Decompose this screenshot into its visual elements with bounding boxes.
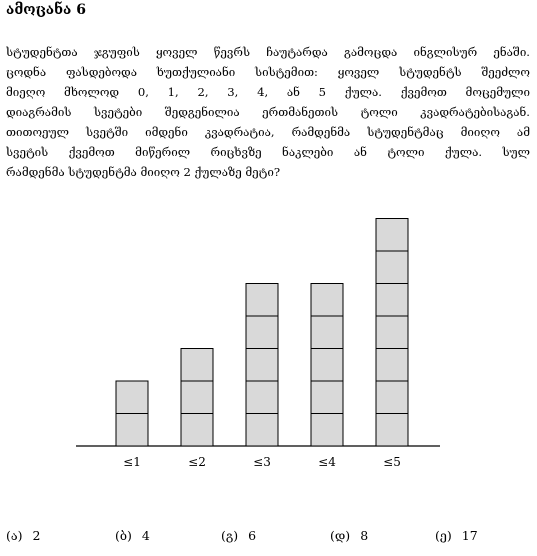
- problem-line-4: დიაგრამის სვეტები შედგენილია ერთმანეთის ტოლი კვადრატებისაგან.: [6, 105, 530, 119]
- bar-3-square-4: [246, 316, 278, 349]
- bar-1: [116, 381, 148, 446]
- bar-3-square-1: [246, 414, 278, 447]
- x-tick-label-2: ≤2: [188, 455, 206, 469]
- answer-option-c-value: 6: [248, 528, 257, 543]
- bar-5-square-1: [376, 414, 408, 447]
- answer-option-e-value: 17: [461, 528, 478, 543]
- answer-option-a[interactable]: [6, 528, 40, 543]
- problem-line-3: მიეღო მხოლოდ 0, 1, 2, 3, 4, ან 5 ქულა. ქვემოთ მოცემული: [6, 85, 530, 99]
- problem-title: ამოცანა 6: [6, 2, 86, 18]
- bar-3-square-3: [246, 349, 278, 382]
- answer-option-b[interactable]: [115, 528, 150, 543]
- answer-option-b-label: (ბ): [115, 528, 132, 543]
- answer-option-d-value: 8: [360, 528, 369, 543]
- bar-5-square-6: [376, 251, 408, 284]
- problem-line-5: თითოეულ სვეტში იმდენი კვადრატია, რამდენმა სტუდენტმაც მიიღო ამ: [6, 125, 530, 139]
- bar-4: [311, 284, 343, 447]
- bar-5: [376, 219, 408, 447]
- bar-4-square-4: [311, 316, 343, 349]
- bar-4-square-2: [311, 381, 343, 414]
- bar-2-square-2: [181, 381, 213, 414]
- x-tick-label-1: ≤1: [123, 455, 141, 469]
- answer-option-a-value: 2: [32, 528, 41, 543]
- bar-2: [181, 349, 213, 447]
- answer-option-e-label: (ე): [435, 528, 452, 543]
- bar-5-square-2: [376, 381, 408, 414]
- bar-3-square-5: [246, 284, 278, 317]
- bar-5-square-5: [376, 284, 408, 317]
- bar-4-square-3: [311, 349, 343, 382]
- x-tick-label-3: ≤3: [253, 455, 271, 469]
- x-tick-label-5: ≤5: [383, 455, 401, 469]
- problem-line-6: სვეტის ქვემოთ მიწერილ რიცხვზე ნაკლები ან ტოლი ქულა. სულ: [6, 145, 530, 159]
- problem-line-2: ცოდნა ფასდებოდა ხუთქულიანი სისტემით: ყოველ სტუდენტს შეეძლო: [6, 65, 530, 79]
- problem-line-1: სტუდენტთა ჯგუფის ყოველ წევრს ჩაუტარდა გამოცდა ინგლისურ ენაში.: [6, 45, 530, 59]
- bar-4-square-5: [311, 284, 343, 317]
- bar-5-square-7: [376, 219, 408, 252]
- bar-5-square-4: [376, 316, 408, 349]
- answer-option-c-label: (გ): [221, 528, 239, 543]
- bar-1-square-1: [116, 414, 148, 447]
- bar-3-square-2: [246, 381, 278, 414]
- bar-5-square-3: [376, 349, 408, 382]
- bar-4-square-1: [311, 414, 343, 447]
- answer-option-c[interactable]: [221, 528, 256, 543]
- bar-chart: [0, 205, 537, 475]
- answer-option-a-label: (ა): [6, 528, 23, 543]
- bar-1-square-2: [116, 381, 148, 414]
- answer-option-d[interactable]: [330, 528, 368, 543]
- answer-option-b-value: 4: [141, 528, 150, 543]
- bar-2-square-3: [181, 349, 213, 382]
- x-tick-label-4: ≤4: [318, 455, 336, 469]
- bar-2-square-1: [181, 414, 213, 447]
- answer-option-e[interactable]: [435, 528, 478, 543]
- bar-3: [246, 284, 278, 447]
- answer-options: [0, 526, 537, 548]
- answer-option-d-label: (დ): [330, 528, 351, 543]
- problem-line-7: რამდენმა სტუდენტმა მიიღო 2 ქულაზე მეტი?: [6, 165, 281, 179]
- problem-text: [6, 42, 530, 182]
